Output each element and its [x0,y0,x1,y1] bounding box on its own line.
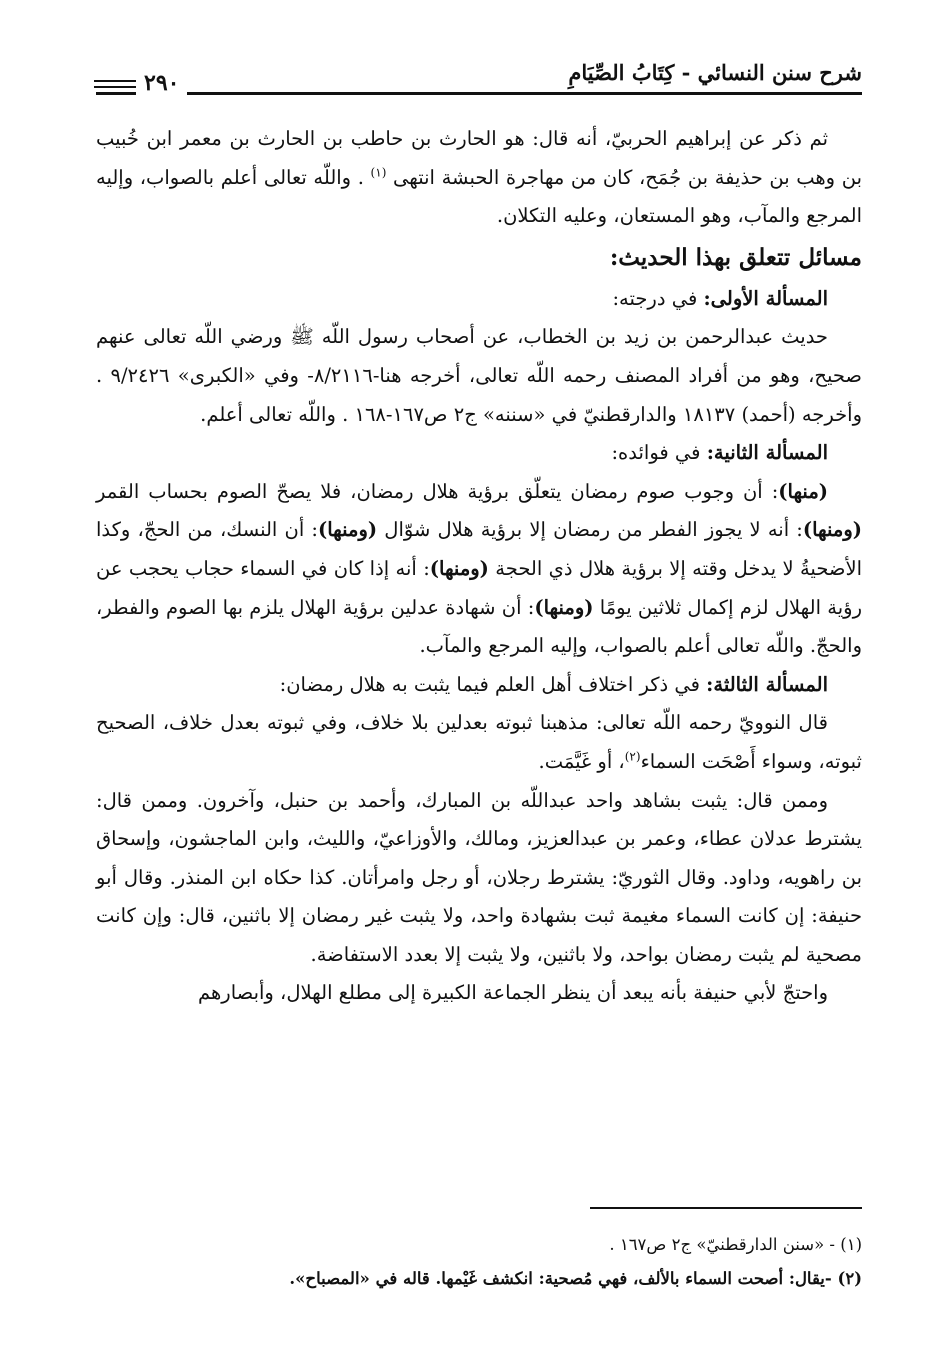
issue-3-text-1: قال النوويّ رحمه اللّه تعالى: مذهبنا ثبوته بعدلين بلا خلاف، وفي ثبوته بعدل خلاف، الصحيح ثبوته، وسواء أَصْحَت السماء [96,711,862,773]
benefit-text-3: : أن النسك، من الحجّ، وكذا الأضحيةُ لا يدخل وقته إلا برؤية هلال ذي الحجة [96,518,862,580]
benefit-marker-4: (ومنها) [429,556,489,580]
benefit-text-4: : أنه إذا كان في السماء حجاب يحجب عن رؤية الهلال لزم إكمال ثلاثين يومًا [96,556,862,619]
header-title: شرح سنن النسائي - كِتَابُ الصِّيَامِ [568,60,862,85]
issue-3-paragraph-1 [96,704,862,781]
issue-3-title: المسألة الثالثة: [706,672,828,696]
intro-text-end: . واللّه تعالى أعلم بالصواب، وإليه المرجع والمآب، وهو المستعان، وعليه التكلان. [96,165,862,228]
issue-2-text [96,473,862,666]
issue-1-heading [96,280,862,319]
footnote-ref-1: (١) [370,165,387,180]
footnotes [96,1228,862,1296]
issue-1-subtitle: في درجته: [612,286,704,310]
issue-2-heading [96,434,862,473]
issue-1-text: حديث عبدالرحمن بن زيد بن الخطاب، عن أصحاب رسول اللّه ﷺ ورضي اللّه تعالى عنهم صحيح، وهو من أفراد المصنف رحمه اللّه تعالى، أخرجه هنا-٨/٢١١٦- وفي «الكبرى» ٩/٢٤٢٦ . وأخرجه (أحمد) ١٨١٣٧ والدارقطنيّ في «سننه» ج٢ ص١٦٧-١٦٨ . واللّه تعالى أعلم. [96,325,862,426]
footnote-2: (٢) -يقال: أصحت السماء بالألف، فهي مُصحية: انكشف غَيْمها. قاله في «المصباح». [289,1269,862,1288]
benefit-marker-1: (منها) [778,479,828,503]
issue-3-text-1-end: ، أو غَيَّمَت. [538,749,625,773]
footnote-1: (١) - «سنن الدارقطنيّ» ج٢ ص١٦٧ . [609,1235,862,1254]
intro-text: ثم ذكر عن إبراهيم الحربيّ، أنه قال: هو الحارث بن حاطب بن الحارث بن معمر ابن خُبيب بن وهب بن حذيفة بن جُمَح، كان من مهاجرة الحبشة انتهى [96,127,862,189]
page-body [96,120,862,1013]
benefit-text-2: : أنه لا يجوز الفطر من رمضان إلا برؤية هلال شوّال [377,518,803,542]
benefit-marker-2: (ومنها) [802,518,863,542]
issue-1-title: المسألة الأولى: [703,286,828,310]
issue-2-subtitle: في فوائده: [611,441,707,465]
footnote-separator [590,1207,862,1209]
footnote-ref-2: (٢) [624,749,641,764]
benefit-text-5: : أن شهادة عدلين برؤية الهلال يلزم بها الصوم والفطر، والحجّ. واللّه تعالى أعلم بالصواب، وإليه المرجع والمآب. [96,595,862,658]
issue-3-subtitle: في ذكر اختلاف أهل العلم فيما يثبت به هلال رمضان: [279,672,707,696]
running-header [96,52,862,102]
benefit-marker-5: (ومنها) [534,595,594,619]
paragraph-intro [96,120,862,236]
benefit-text-1: : أن وجوب صوم رمضان يتعلّق برؤية هلال رمضان، فلا يصحّ الصوم بحساب القمر [96,479,779,503]
header-rule [96,92,862,95]
issue-3-heading [96,666,862,705]
section-heading: مسائل تتعلق بهذا الحديث: [609,243,862,271]
issue-2-title: المسألة الثانية: [706,441,828,465]
issue-3-paragraph-2: وممن قال: يثبت بشاهد واحد عبداللّه بن المبارك، وأحمد بن حنبل، وآخرون. وممن قال: يشترط عدلان عطاء، وعمر بن عبدالعزيز، ومالك، والأوزاعيّ، والليث، وابن الماجشون، وإسحاق بن راهويه، وداود. وقال الثوريّ: يشترط رجلان، أو رجل وامرأتان. كذا حكاه ابن المنذر. وقال أبو حنيفة: إن كانت السماء مغيمة ثبت بشهادة واحد، ولا يثبت غير رمضان إلا باثنين، قال: وإن كانت مصحية لم يثبت رمضان بواحد، ولا باثنين، ولا يثبت إلا بعدد الاستفاضة. [96,788,862,966]
page-number: ٢٩٠ [136,70,187,96]
issue-3-paragraph-3: واحتجّ لأبي حنيفة بأنه يبعد أن ينظر الجماعة الكبيرة إلى مطلع الهلال، وأبصارهم [198,981,828,1005]
benefit-marker-3: (ومنها) [317,518,378,542]
